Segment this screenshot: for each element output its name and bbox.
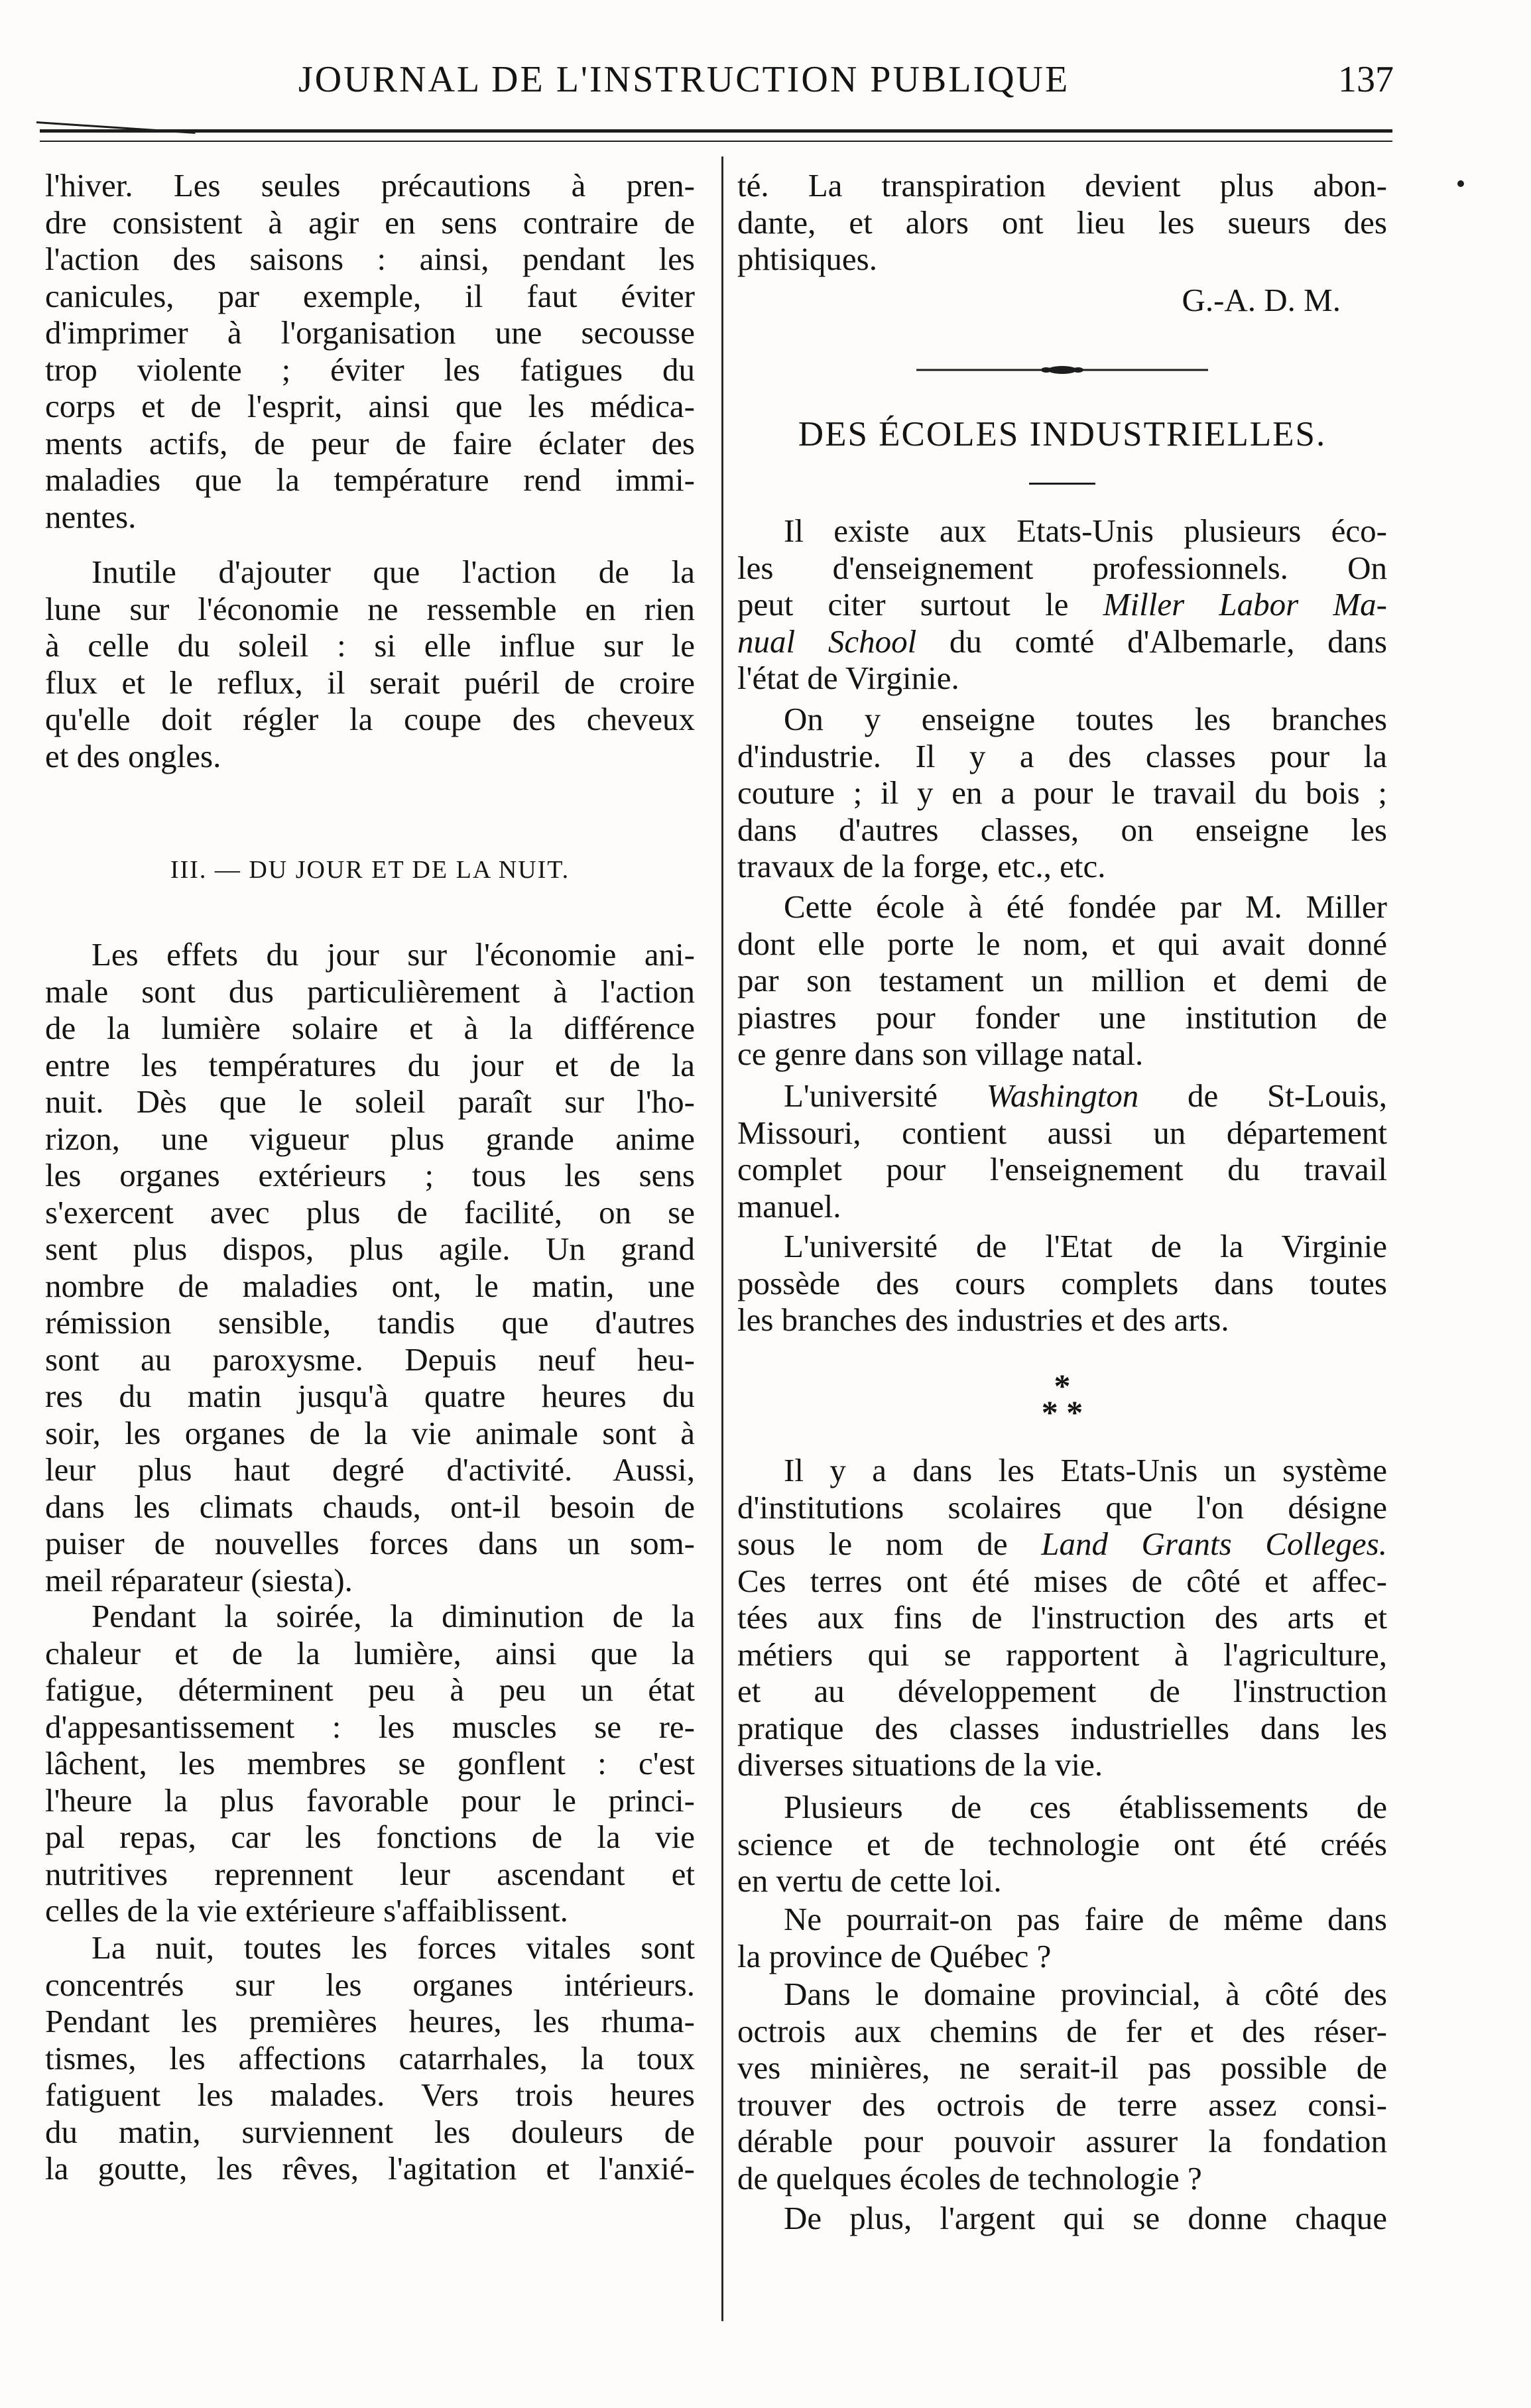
text-line: ments actifs, de peur de faire éclater des [45, 424, 695, 461]
ornamental-rule [916, 360, 1208, 380]
text-line: octrois aux chemins de fer et des réser- [737, 2012, 1387, 2049]
text-line: nutritives reprennent leur ascendant et [45, 1855, 695, 1892]
text-line: nombre de maladies ont, le matin, une [45, 1267, 695, 1304]
text-line: dans d'autres classes, on enseigne les [737, 811, 1387, 848]
text-line: et des ongles. [45, 737, 221, 774]
text-line: et au développement de l'instruction [737, 1673, 1387, 1709]
text-line: concentrés sur les organes intérieurs. [45, 1966, 695, 2003]
text-line: fatigue, déterminent peu à peu un état [45, 1671, 695, 1708]
text-line: pal repas, car les fonctions de la vie [45, 1819, 695, 1855]
text-line: la province de Québec ? [737, 1937, 1052, 1974]
running-title: JOURNAL DE L'INSTRUCTION PUBLIQUE [298, 59, 1070, 100]
text-line: sous le nom de Land Grants Colleges. [737, 1526, 1387, 1562]
text-line: complet pour l'enseignement du travail [737, 1151, 1387, 1187]
text-line: De plus, l'argent qui se donne chaque [784, 2200, 1387, 2236]
text-line: sent plus dispos, plus agile. Un grand [45, 1231, 695, 1267]
text-line: du matin, surviennent les douleurs de [45, 2113, 695, 2150]
text-line: diverses situations de la vie. [737, 1746, 1103, 1783]
text-line: té. La transpiration devient plus abon- [737, 167, 1387, 204]
text-line: piastres pour fonder une institution de [737, 998, 1387, 1036]
text-line: Cette école à été fondée par M. Miller [784, 888, 1387, 925]
section-subheading: III. — DU JOUR ET DE LA NUIT. [170, 856, 570, 884]
text-line: Il existe aux Etats-Unis plusieurs éco- [784, 512, 1387, 549]
text-line: l'état de Virginie. [737, 660, 959, 696]
text-line: nual School du comté d'Albemarle, dans [737, 623, 1387, 660]
text-line: Ces terres ont été mises de côté et affec- [737, 1562, 1387, 1599]
text-line: trouver des octrois de terre assez consi- [737, 2086, 1387, 2123]
text-line: Ne pourrait-on pas faire de même dans [784, 1901, 1387, 1937]
text-line: male sont dus particulièrement à l'action [45, 973, 695, 1010]
text-line: leur plus haut degré d'activité. Aussi, [45, 1451, 695, 1488]
text-line: puiser de nouvelles forces dans un som- [45, 1525, 695, 1561]
section-title: DES ÉCOLES INDUSTRIELLES. [798, 415, 1327, 453]
text-line: possède des cours complets dans toutes [737, 1264, 1387, 1301]
text-line: la goutte, les rêves, l'agitation et l'anxié- [45, 2150, 695, 2187]
text-line: L'université Washington de St-Louis, [784, 1077, 1388, 1114]
text-line: nuit. Dès que le soleil paraît sur l'ho- [45, 1083, 695, 1120]
text-line: sont au paroxysme. Depuis neuf heu- [45, 1341, 695, 1378]
text-line: ves minières, ne serait-il pas possible de [737, 2049, 1387, 2086]
text-line: Dans le domaine provincial, à côté des [784, 1976, 1387, 2012]
text-line: couture ; il y en a pour le travail du bois ; [737, 774, 1387, 811]
text-line: l'heure la plus favorable pour le princi- [45, 1781, 695, 1819]
text-line: Plusieurs de ces établissements de [784, 1789, 1387, 1825]
text-line: manuel. [737, 1187, 841, 1225]
text-line: rémission sensible, tandis que d'autres [45, 1304, 695, 1341]
text-line: de quelques écoles de technologie ? [737, 2159, 1202, 2197]
text-line: les branches des industries et des arts. [737, 1301, 1229, 1338]
text-line: Missouri, contient aussi un département [737, 1114, 1387, 1151]
text-line: lune sur l'économie ne ressemble en rien [45, 590, 695, 627]
text-line: corps et de l'esprit, ainsi que les médica- [45, 388, 695, 424]
text-line: les organes extérieurs ; tous les sens [45, 1157, 695, 1193]
title-underline-rule [1029, 483, 1095, 485]
text-line: tismes, les affections catarrhales, la toux [45, 2039, 695, 2077]
asterism: * * * [1041, 1367, 1083, 1431]
text-line: chaleur et de la lumière, ainsi que la [45, 1634, 695, 1671]
text-line: métiers qui se rapportent à l'agriculture, [737, 1636, 1387, 1673]
text-line: flux et le reflux, il serait puéril de croire [45, 664, 695, 701]
text-line: On y enseigne toutes les branches [784, 701, 1387, 737]
page-number: 137 [1338, 59, 1394, 100]
text-line: pratique des classes industrielles dans les [737, 1709, 1387, 1746]
text-line: Pendant les premières heures, les rhuma- [45, 2003, 695, 2039]
text-line: de la lumière solaire et à la différence [45, 1010, 695, 1046]
text-line: travaux de la forge, etc., etc. [737, 848, 1106, 884]
text-line: soir, les organes de la vie animale sont à [45, 1414, 695, 1451]
column-divider [721, 156, 723, 2321]
text-line: dont elle porte le nom, et qui avait donné [737, 925, 1387, 962]
text-line: par son testament un million et demi de [737, 962, 1387, 998]
text-line: fatiguent les malades. Vers trois heures [45, 2077, 695, 2113]
text-line: trop violente ; éviter les fatigues du [45, 351, 695, 388]
text-line: dérable pour pouvoir assurer la fondation [737, 2123, 1387, 2159]
text-line: d'industrie. Il y a des classes pour la [737, 737, 1387, 774]
text-line: s'exercent avec plus de facilité, on se [45, 1193, 695, 1231]
text-line: celles de la vie extérieure s'affaiblissent. [45, 1892, 568, 1929]
text-line: les d'enseignement professionnels. On [737, 549, 1387, 586]
text-line: nentes. [45, 498, 137, 535]
text-line: entre les températures du jour et de la [45, 1046, 695, 1083]
text-line: d'imprimer à l'organisation une secousse [45, 314, 695, 351]
text-line: canicules, par exemple, il faut éviter [45, 277, 695, 314]
page-header [0, 58, 1531, 118]
text-line: dre consistent à agir en sens contraire de [45, 204, 695, 241]
text-line: Inutile d'ajouter que l'action de la [92, 554, 695, 590]
text-line: science et de technologie ont été créés [737, 1825, 1387, 1862]
text-line: qu'elle doit régler la coupe des cheveux [45, 701, 695, 737]
header-rule-thin [40, 141, 1392, 142]
text-line: dans les climats chauds, ont-il besoin de [45, 1488, 695, 1525]
text-line: l'action des saisons : ainsi, pendant les [45, 241, 695, 277]
text-line: l'hiver. Les seules précautions à pren- [45, 167, 695, 204]
text-line: res du matin jusqu'à quatre heures du [45, 1378, 695, 1414]
signature: G.-A. D. M. [1182, 282, 1341, 318]
header-rule-thick [40, 129, 1392, 133]
text-line: dante, et alors ont lieu les sueurs des [737, 204, 1387, 241]
text-line: Les effets du jour sur l'économie ani- [92, 936, 695, 973]
text-line: Pendant la soirée, la diminution de la [92, 1598, 695, 1634]
text-line: maladies que la température rend immi- [45, 461, 695, 498]
text-line: Il y a dans les Etats-Unis un système [784, 1452, 1387, 1488]
text-line: d'appesantissement : les muscles se re- [45, 1708, 695, 1745]
text-line: La nuit, toutes les forces vitales sont [92, 1929, 695, 1966]
print-speck [1457, 180, 1464, 187]
text-line: tées aux fins de l'instruction des arts et [737, 1599, 1387, 1636]
text-line: lâchent, les membres se gonflent : c'est [45, 1745, 695, 1781]
text-line: phtisiques. [737, 241, 877, 277]
text-line: rizon, une vigueur plus grande anime [45, 1120, 695, 1157]
text-line: en vertu de cette loi. [737, 1862, 1002, 1899]
text-line: ce genre dans son village natal. [737, 1036, 1144, 1072]
text-line: peut citer surtout le Miller Labor Ma- [737, 586, 1387, 623]
text-line: meil réparateur (siesta). [45, 1561, 353, 1598]
text-line: à celle du soleil : si elle influe sur le [45, 627, 695, 664]
text-line: L'université de l'Etat de la Virginie [784, 1228, 1387, 1264]
text-line: d'institutions scolaires que l'on désigne [737, 1488, 1387, 1526]
